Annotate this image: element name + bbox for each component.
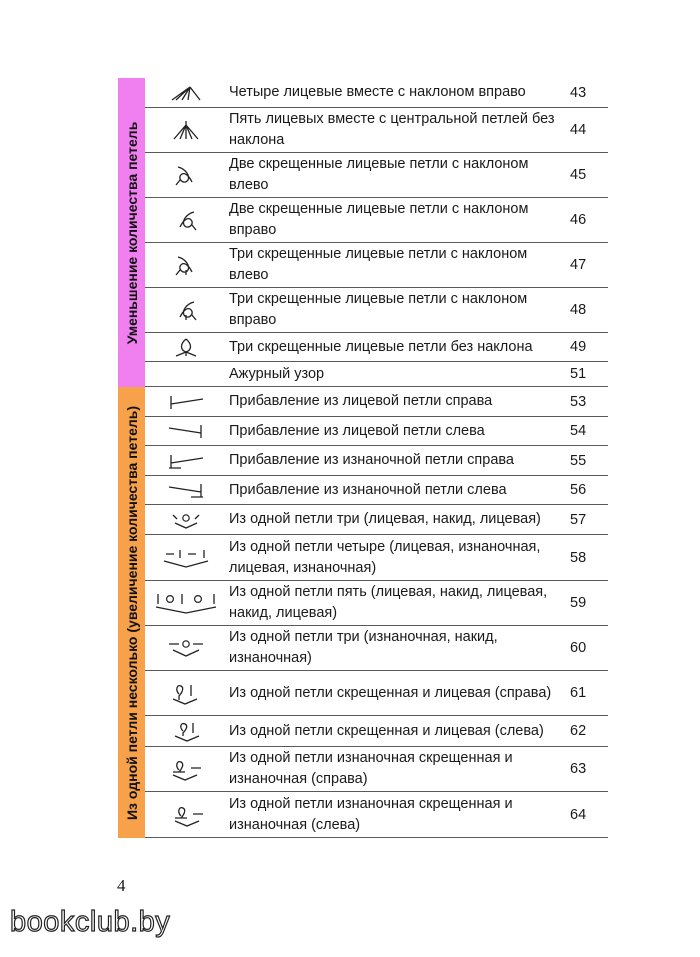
row-text: Из одной петли четыре (лицевая, изнаночная, лицевая, изнаночная) [229, 538, 541, 576]
page-ref: 46 [570, 212, 587, 228]
page-ref: 61 [570, 685, 587, 701]
increase-purl-left-icon [145, 480, 227, 500]
page-ref: 59 [570, 595, 587, 611]
row-text: Из одной петли три (лицевая, накид, лицевая) [229, 511, 541, 527]
two-crossed-knit-left-icon [145, 162, 227, 188]
table-row [145, 505, 608, 535]
row-text: Из одной петли скрещенная и лицевая (справа) [229, 684, 552, 701]
increase-purl-right-icon [145, 451, 227, 471]
row-text: Четыре лицевые вместе с наклоном вправо [229, 84, 526, 100]
table-row [145, 198, 608, 243]
row-text: Из одной петли изнаночная скрещенная и изнаночная (справа) [229, 750, 513, 787]
table-row [145, 288, 608, 333]
table-row [145, 747, 608, 792]
page-ref: 63 [570, 761, 587, 777]
page-ref: 54 [570, 423, 587, 439]
page-ref: 43 [570, 84, 587, 101]
page-ref: 51 [570, 366, 587, 382]
row-text: Из одной петли пять (лицевая, накид, лицевая, накид, лицевая) [229, 584, 548, 621]
page-ref: 57 [570, 511, 587, 528]
row-text: Ажурный узор [229, 365, 325, 382]
symbols-table [118, 78, 608, 838]
one-into-three-knit-icon [145, 510, 227, 530]
row-text: Три скрещенные лицевые петли с наклоном влево [229, 246, 528, 283]
five-knit-together-center-icon [145, 117, 227, 143]
increase-knit-left-icon [145, 421, 227, 441]
row-text: Прибавление из изнаночной петли слева [229, 481, 507, 498]
increase-knit-right-icon [145, 392, 227, 412]
watermark: bookclub.by [10, 906, 171, 938]
one-into-five-icon [145, 590, 227, 616]
page-ref: 49 [570, 339, 587, 355]
table-row [145, 108, 608, 153]
table-row [145, 387, 608, 417]
table-row [145, 78, 608, 108]
table-row [145, 243, 608, 288]
section-increase [118, 387, 608, 838]
table-row [145, 153, 608, 198]
table-row [145, 362, 608, 387]
page-ref: 62 [570, 723, 587, 739]
table-row [145, 446, 608, 476]
section-band-decrease [118, 78, 145, 387]
row-text: Три скрещенные лицевые петли с наклоном вправо [229, 291, 528, 328]
three-crossed-knit-center-icon [145, 336, 227, 358]
row-text: Три скрещенные лицевые петли без наклона [229, 338, 533, 355]
row-text: Прибавление из лицевой петли справа [229, 393, 493, 409]
section-label-increase: Из одной петли несколько (увеличение количества петель) [123, 405, 140, 820]
purl-crossed-and-purl-left-icon [145, 802, 227, 828]
page-ref: 47 [570, 257, 587, 273]
table-row [145, 476, 608, 505]
purl-crossed-and-purl-right-icon [145, 756, 227, 782]
row-text: Прибавление из изнаночной петли справа [229, 452, 515, 468]
row-text: Из одной петли изнаночная скрещенная и изнаночная (слева) [229, 795, 513, 833]
page-ref: 53 [570, 393, 587, 410]
row-text: Две скрещенные лицевые петли с наклоном вправо [229, 201, 529, 238]
row-text: Из одной петли три (изнаночная, накид, изнаночная) [229, 629, 498, 666]
section-band-increase [118, 387, 145, 838]
table-row [145, 581, 608, 626]
four-knit-together-right-icon [145, 83, 227, 103]
page-ref: 55 [570, 452, 587, 469]
table-row [145, 535, 608, 581]
one-into-four-icon [145, 545, 227, 571]
page-ref: 60 [570, 640, 587, 656]
rows-increase [145, 387, 608, 838]
row-text: Пять лицевых вместе с центральной петлей без наклона [229, 111, 555, 148]
page-ref: 58 [570, 549, 587, 566]
one-into-three-purl-icon [145, 636, 227, 660]
table-row [145, 626, 608, 671]
table-row [145, 671, 608, 716]
page-ref: 48 [570, 302, 587, 318]
page-ref: 64 [570, 806, 587, 823]
section-decrease [118, 78, 608, 387]
rows-decrease [145, 78, 608, 387]
crossed-and-knit-right-icon [145, 680, 227, 706]
table-row [145, 792, 608, 838]
page-number: 4 [117, 876, 126, 895]
section-label-decrease: Уменьшение количества петель [123, 121, 140, 344]
page-ref: 44 [570, 122, 587, 138]
table-row [145, 417, 608, 446]
table-row [145, 333, 608, 362]
table-row [145, 716, 608, 747]
page-ref: 45 [570, 167, 587, 183]
row-text: Из одной петли скрещенная и лицевая (слева) [229, 722, 544, 739]
page-ref: 56 [570, 482, 587, 498]
crossed-and-knit-left-icon [145, 719, 227, 743]
two-crossed-knit-right-icon [145, 207, 227, 233]
three-crossed-knit-right-icon [145, 297, 227, 323]
row-text: Прибавление из лицевой петли слева [229, 422, 485, 439]
row-text: Две скрещенные лицевые петли с наклоном влево [229, 156, 529, 193]
three-crossed-knit-left-icon [145, 252, 227, 278]
